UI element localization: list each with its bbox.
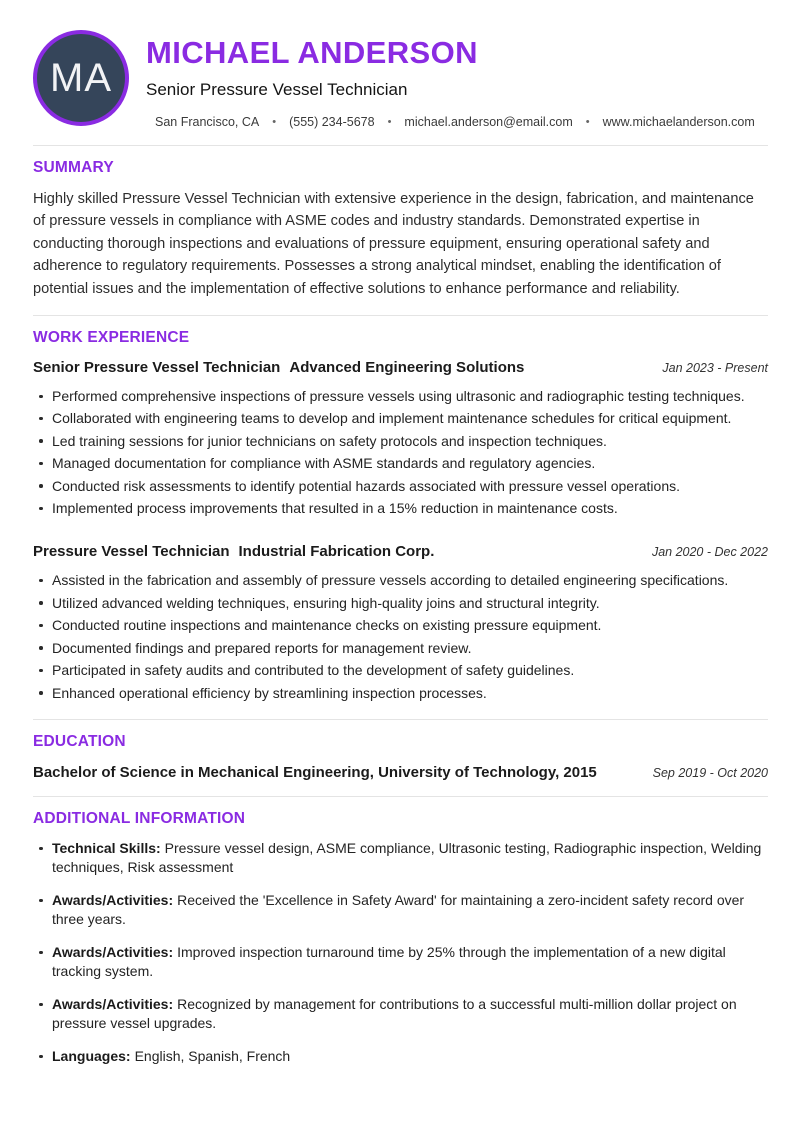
separator-dot: • [585,116,590,128]
info-item [33,995,768,1034]
resume-header [33,30,768,145]
info-text: Recognized by management for contributions to a successful multi-million dollar project on pressure vessel upgrades. [52,995,737,1032]
info-text: Pressure vessel design, ASME compliance, Ultrasonic testing, Radiographic inspection, Welding techniques, Risk assessment [52,839,762,876]
job-header [33,359,768,377]
separator-dot: • [272,116,277,128]
bullet-item: Enhanced operational efficiency by streamlining inspection processes. [33,682,768,704]
summary-heading: SUMMARY [33,159,114,176]
info-text: Improved inspection turnaround time by 25% through the implementation of a new digital tracking system. [52,943,726,980]
job-title-company [33,543,434,561]
education-dates: Sep 2019 - Oct 2020 [652,765,768,780]
job-title-company [33,359,524,377]
job-dates: Jan 2023 - Present [662,361,768,376]
info-label: Awards/Activities: [52,891,174,908]
info-label: Awards/Activities: [52,943,174,960]
info-item [33,943,768,982]
info-label: Languages: [52,1047,131,1064]
info-label: Technical Skills: [52,839,161,856]
education-section [33,720,768,796]
job-dates: Jan 2020 - Dec 2022 [651,545,768,560]
job-bullet-list [33,569,768,703]
education-heading: EDUCATION [33,732,126,750]
bullet-item: Managed documentation for compliance with ASME standards and regulatory agencies. [33,452,768,474]
info-text: English, Spanish, French [134,1047,291,1064]
bullet-item: Conducted routine inspections and maintenance checks on existing pressure equipment. [33,614,768,636]
additional-info-list [33,839,768,1067]
job-company: Industrial Fabrication Corp. [238,543,435,561]
contact-email: michael.anderson@email.com [404,115,573,129]
info-label: Awards/Activities: [52,995,174,1012]
bullet-item: Conducted risk assessments to identify potential hazards associated with pressure vessel operations. [33,475,768,497]
job-title-subtitle: Senior Pressure Vessel Technician [146,80,408,99]
info-item [33,1047,768,1067]
separator-dot: • [387,116,392,128]
bullet-item: Documented findings and prepared reports for management review. [33,637,768,659]
work-experience-heading: WORK EXPERIENCE [33,329,190,347]
contact-website: www.michaelanderson.com [602,115,755,129]
work-experience-section [33,316,768,719]
additional-info-section [33,797,768,1095]
education-entry [33,764,768,781]
summary-text: Highly skilled Pressure Vessel Technician with extensive experience in the design, fabrication, and maintenance of pressure vessels in compliance with ASME codes and industry standards. Demonstrated expertise in conducting thorough inspections and evaluations of pressure equipment, ensuring operational safety and adherence to regulatory requirements. Possesses a strong analytical mindset, enabling the identification of potential issues and the implementation of effective solutions to enhance performance and reliability. [33,191,754,297]
bullet-item: Performed comprehensive inspections of pressure vessels using ultrasonic and radiographic testing techniques. [33,385,768,407]
contact-location: San Francisco, CA [155,115,260,129]
job-bullet-list [33,385,768,519]
job-entry [33,359,768,519]
job-title: Pressure Vessel Technician [33,543,230,561]
job-header [33,543,768,561]
summary-section [33,146,768,315]
avatar-initials: MA [50,55,112,100]
bullet-item: Led training sessions for junior technicians on safety protocols and inspection techniques. [33,430,768,452]
bullet-item: Implemented process improvements that resulted in a 15% reduction in maintenance costs. [33,497,768,519]
header-info [146,30,755,129]
additional-info-heading: ADDITIONAL INFORMATION [33,809,246,827]
avatar [33,30,129,126]
job-company: Advanced Engineering Solutions [289,359,525,377]
bullet-item: Assisted in the fabrication and assembly of pressure vessels according to detailed engineering specifications. [33,569,768,591]
info-item [33,839,768,878]
job-title: Senior Pressure Vessel Technician [33,359,281,377]
job-entry [33,543,768,703]
contact-row [155,115,755,129]
name-heading: MICHAEL ANDERSON [146,35,478,70]
info-item [33,891,768,930]
bullet-item: Utilized advanced welding techniques, ensuring high-quality joins and structural integrity. [33,592,768,614]
education-degree: Bachelor of Science in Mechanical Engineering, University of Technology, 2015 [33,763,597,781]
bullet-item: Participated in safety audits and contributed to the development of safety guidelines. [33,659,768,681]
info-text: Received the 'Excellence in Safety Award' for maintaining a zero-incident safety record over three years. [52,891,745,928]
contact-phone: (555) 234-5678 [289,115,375,129]
bullet-item: Collaborated with engineering teams to develop and implement maintenance schedules for critical equipment. [33,407,768,429]
